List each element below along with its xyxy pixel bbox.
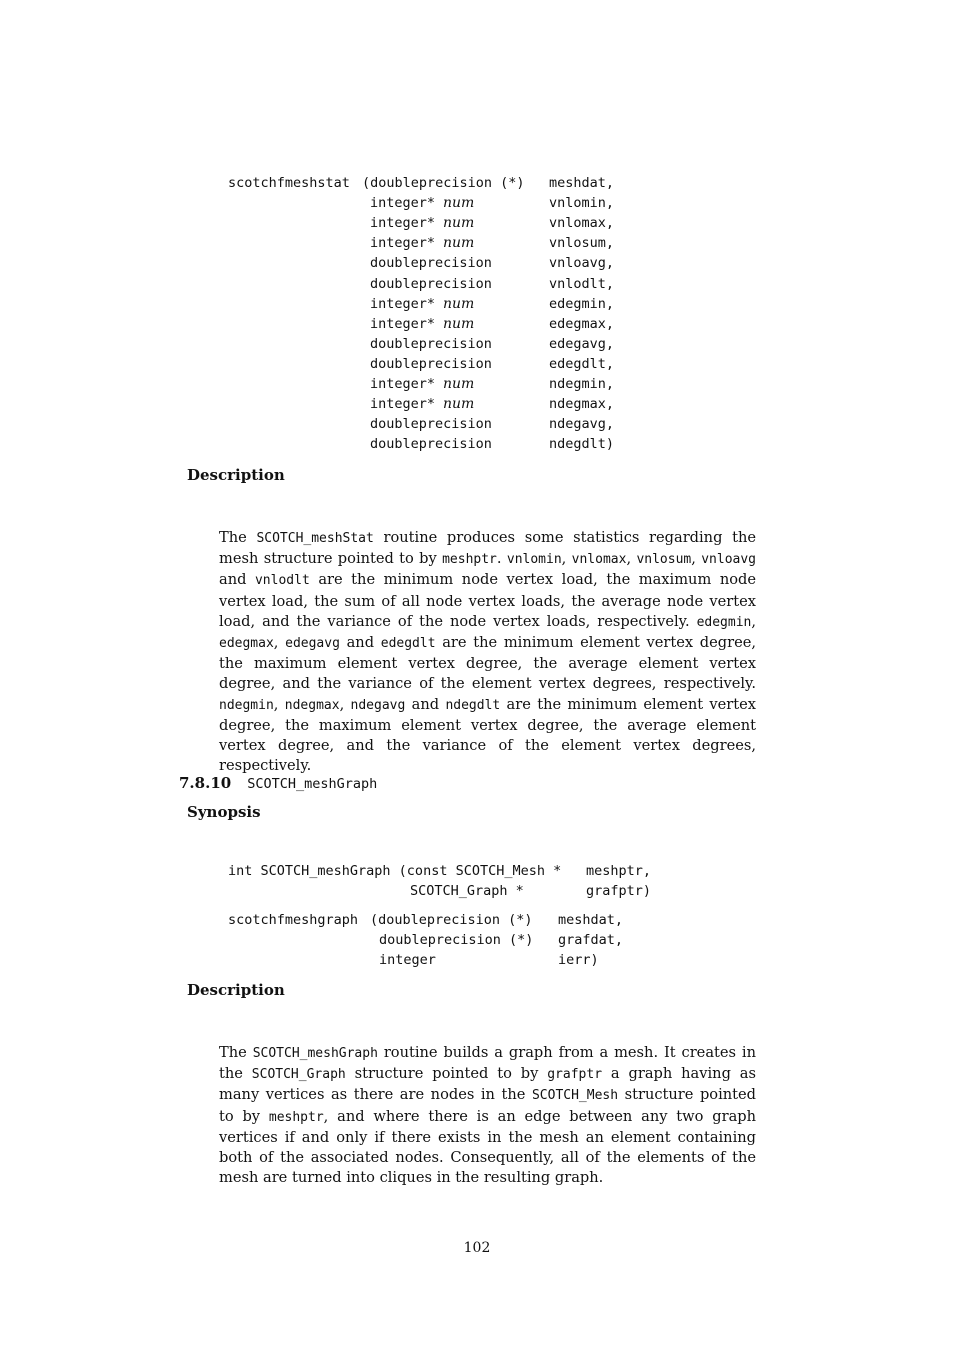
code-param-type: integer*	[370, 215, 436, 232]
code-param-type: doubleprecision	[370, 416, 492, 433]
code-param-kind: num	[443, 315, 475, 332]
code-param-type: doubleprecision	[370, 436, 492, 453]
code-func-name: scotchfmeshgraph	[228, 912, 359, 928]
description-heading: Description	[187, 466, 285, 484]
code-param-kind: num	[443, 215, 475, 232]
code-param-type: doubleprecision	[370, 275, 492, 292]
code-param-name: ndegdlt)	[549, 436, 615, 453]
meshstat-description: The SCOTCH_meshStat routine produces some statistics regarding the mesh structure pointed to by meshptr. vnlomin, vnlomax, vnlosum, vnloavg and vnlodlt are the minimum node vertex load, the maximum node vertex load, the sum of all node vertex loads, the average node vertex load, and the variance of the node vertex loads, respectively. edegmin, edegmax, edegavg and edegdlt are the minimum element vertex degree, the maximum element vertex degree, the average element vertex degree, and the variance of the element vertex degrees, respectively. ndegmin, ndegmax, ndegavg and ndegdlt are the minimum element vertex degree, the maximum element vertex degree, the average element vertex degree, and the variance of the element vertex degrees, respectively.	[219, 529, 757, 775]
code-param-type: (doubleprecision (*)	[370, 912, 533, 928]
section-heading	[179, 774, 377, 792]
section-number: 7.8.10	[179, 774, 232, 792]
code-param-name: ierr)	[558, 952, 599, 968]
synopsis-heading: Synopsis	[187, 803, 261, 821]
code-param-type: doubleprecision	[370, 335, 492, 352]
code-param-type: doubleprecision	[370, 255, 492, 272]
code-param-name: vnlodlt,	[549, 275, 615, 292]
code-param-type: integer*	[370, 315, 436, 332]
code-param-kind: num	[443, 195, 475, 212]
code-param-name: ndegmin,	[549, 376, 615, 392]
page-number: 102	[463, 1240, 491, 1256]
code-param-name: vnlosum,	[549, 235, 615, 252]
code-param-name: meshdat,	[558, 912, 624, 928]
meshgraph-description: The SCOTCH_meshGraph routine builds a graph from a mesh. It creates in the SCOTCH_Graph structure pointed to by grafptr a graph having as many vertices as there are nodes in the SCOTCH_Mesh structure pointed to by meshptr, and where there is an edge between any two graph vertices if and only if there exists in the mesh an element containing both of the associated nodes. Consequently, all of the elements of the mesh are turned into cliques in the resulting graph.	[219, 1044, 757, 1187]
meshstat-fortran-code	[228, 173, 728, 463]
meshgraph-fortran-code	[228, 910, 728, 972]
code-param-type: integer	[379, 952, 436, 968]
c-arg-grafptr: grafptr)	[586, 883, 652, 899]
code-param-type: integer*	[370, 235, 436, 252]
code-param-name: vnloavg,	[549, 255, 615, 272]
c-func-line: int SCOTCH_meshGraph (const SCOTCH_Mesh *	[228, 863, 562, 879]
code-param-kind: num	[443, 396, 475, 413]
code-param-type: integer*	[370, 376, 436, 392]
code-param-name: ndegmax,	[549, 396, 615, 413]
code-param-name: vnlomax,	[549, 215, 615, 232]
code-param-type: integer*	[370, 295, 436, 312]
code-param-name: grafdat,	[558, 932, 624, 948]
code-param-type: integer*	[370, 396, 436, 413]
code-param-name: meshdat,	[549, 175, 615, 191]
code-param-name: vnlomin,	[549, 195, 615, 212]
code-param-kind: num	[443, 376, 475, 392]
description-heading: Description	[187, 981, 285, 999]
code-param-name: edegavg,	[549, 335, 615, 352]
code-param-kind: num	[443, 295, 475, 312]
code-param-type: (doubleprecision (*)	[362, 175, 525, 191]
code-param-name: edegmax,	[549, 315, 615, 332]
code-param-type: doubleprecision (*)	[379, 932, 534, 948]
code-func-name: scotchfmeshstat	[228, 175, 350, 191]
code-param-name: edegdlt,	[549, 355, 615, 372]
c-type-graph: SCOTCH_Graph *	[410, 883, 524, 899]
meshgraph-c-code	[228, 861, 728, 903]
section-title: SCOTCH_meshGraph	[247, 776, 378, 792]
code-param-name: edegmin,	[549, 295, 615, 312]
code-param-kind: num	[443, 235, 475, 252]
code-param-name: ndegavg,	[549, 416, 615, 433]
c-arg-meshptr: meshptr,	[586, 863, 652, 879]
code-param-type: doubleprecision	[370, 355, 492, 372]
code-param-type: integer*	[370, 195, 436, 212]
